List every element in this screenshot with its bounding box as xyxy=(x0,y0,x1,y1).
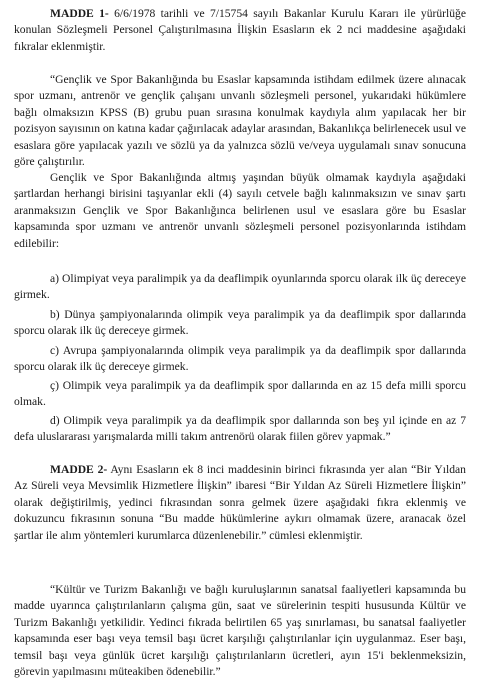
madde-1-item-a: a) Olimpiyat veya paralimpik ya da deaflimpik oyunlarında sporcu olarak ilk üç dereceye girmek. xyxy=(14,272,466,302)
madde-1-label: MADDE 1- xyxy=(50,7,109,20)
madde-2-quote: “Kültür ve Turizm Bakanlığı ve bağlı kuruluşlarının sanatsal faaliyetleri kapsamında bu madde uyarınca çalıştırılanların çalışma gün, saat ve sürelerinin tespiti hususunda Kültür ve Turizm Bakanlığı yetkilidir. Yedinci fıkrada belirtilen 65 yaş sınırlaması, bu sanatsal faaliyetler kapsamında eser başı veya temsil başı ücret karşılığı çalıştırılanlar için uygulanmaz. Eser başı, temsil başı veya günlük ücret karşılığı çalıştırılanların ücretleri, ayın 15'i beklenmeksizin, görevin yapılmasını müteakiben ödenebilir.” xyxy=(14,583,466,679)
madde-1-item-c: c) Avrupa şampiyonalarında olimpik veya paralimpik ya da deaflimpik spor dallarında sporcu olarak ilk üç dereceye girmek. xyxy=(14,344,466,374)
madde-1-item-b: b) Dünya şampiyonalarında olimpik veya paralimpik ya da deaflimpik spor dallarında sporcu olarak ilk üç dereceye girmek. xyxy=(14,308,466,338)
madde-2-label: MADDE 2- xyxy=(50,463,108,476)
madde-1-item-d: d) Olimpik veya paralimpik ya da deaflimpik spor dallarında son beş yıl içinde en az 7 defa uluslararası yarışmalarda milli takım antrenörü olarak fiilen görev yapmak.” xyxy=(14,414,466,444)
madde-1-paragraph-2: Gençlik ve Spor Bakanlığında altmış yaşından büyük olmamak kaydıyla aşağıdaki şartlardan herhangi birisini taşıyanlar ekli (4) sayılı cetvele bağlı kalınmaksızın ve sınav şartı aranmaksızın Gençlik ve Spor Bakanlığınca belirlenen usul ve esaslara göre bu Esaslar kapsamında spor uzmanı ve antrenör unvanlı sözleşmeli personel pozisyonlarında istihdam edilebilir: xyxy=(14,171,466,250)
madde-1-intro-text: 6/6/1978 tarihli ve 7/15754 sayılı Bakanlar Kurulu Kararı ile yürürlüğe konulan Sözleşmeli Personel Çalıştırılmasına İlişkin Esasların ek 2 nci maddesine aşağıdaki fıkralar eklenmiştir. xyxy=(14,7,466,53)
madde-1-paragraph-1: “Gençlik ve Spor Bakanlığında bu Esaslar kapsamında istihdam edilmek üzere alınacak spor uzmanı, antrenör ve gençlik çalışanı unvanlı sözleşmeli personel, yukarıdaki hükümlere bağlı olmaksızın KPSS (B) grubu puan sırasına konulmak kaydıyla alım yapılacak her bir pozisyon sayısının on katına kadar çağırılacak adaylar arasından, Bakanlıkça belirlenecek usul ve esaslara göre yapılacak yazılı ve sözlü ya da yalnızca sözlü ve/veya uygulamalı sınav sonucuna göre çalıştırılır. xyxy=(14,73,466,169)
madde-2-text: Aynı Esasların ek 8 inci maddesinin birinci fıkrasında yer alan “Bir Yıldan Az Süreli veya Mevsimlik Hizmetlere İlişkin” ibaresi “Bir Yıldan Az Süreli Hizmetlere İlişkin” olarak değiştirilmiş, yedinci fıkrasından sonra gelmek üzere aşağıdaki fıkra eklenmiş ve dokuzuncu fıkrasının sonuna “Bu madde hükümlerine aykırı olmamak üzere, aranacak özel şartlar ile alım yöntemleri kurumlarca düzenlenebilir.” cümlesi eklenmiştir. xyxy=(14,463,466,542)
madde-1-item-c-cedilla: ç) Olimpik veya paralimpik ya da deaflimpik spor dallarında en az 15 defa milli sporcu olmak. xyxy=(14,379,466,409)
madde-1-intro xyxy=(14,6,466,55)
madde-2-paragraph xyxy=(14,462,466,544)
